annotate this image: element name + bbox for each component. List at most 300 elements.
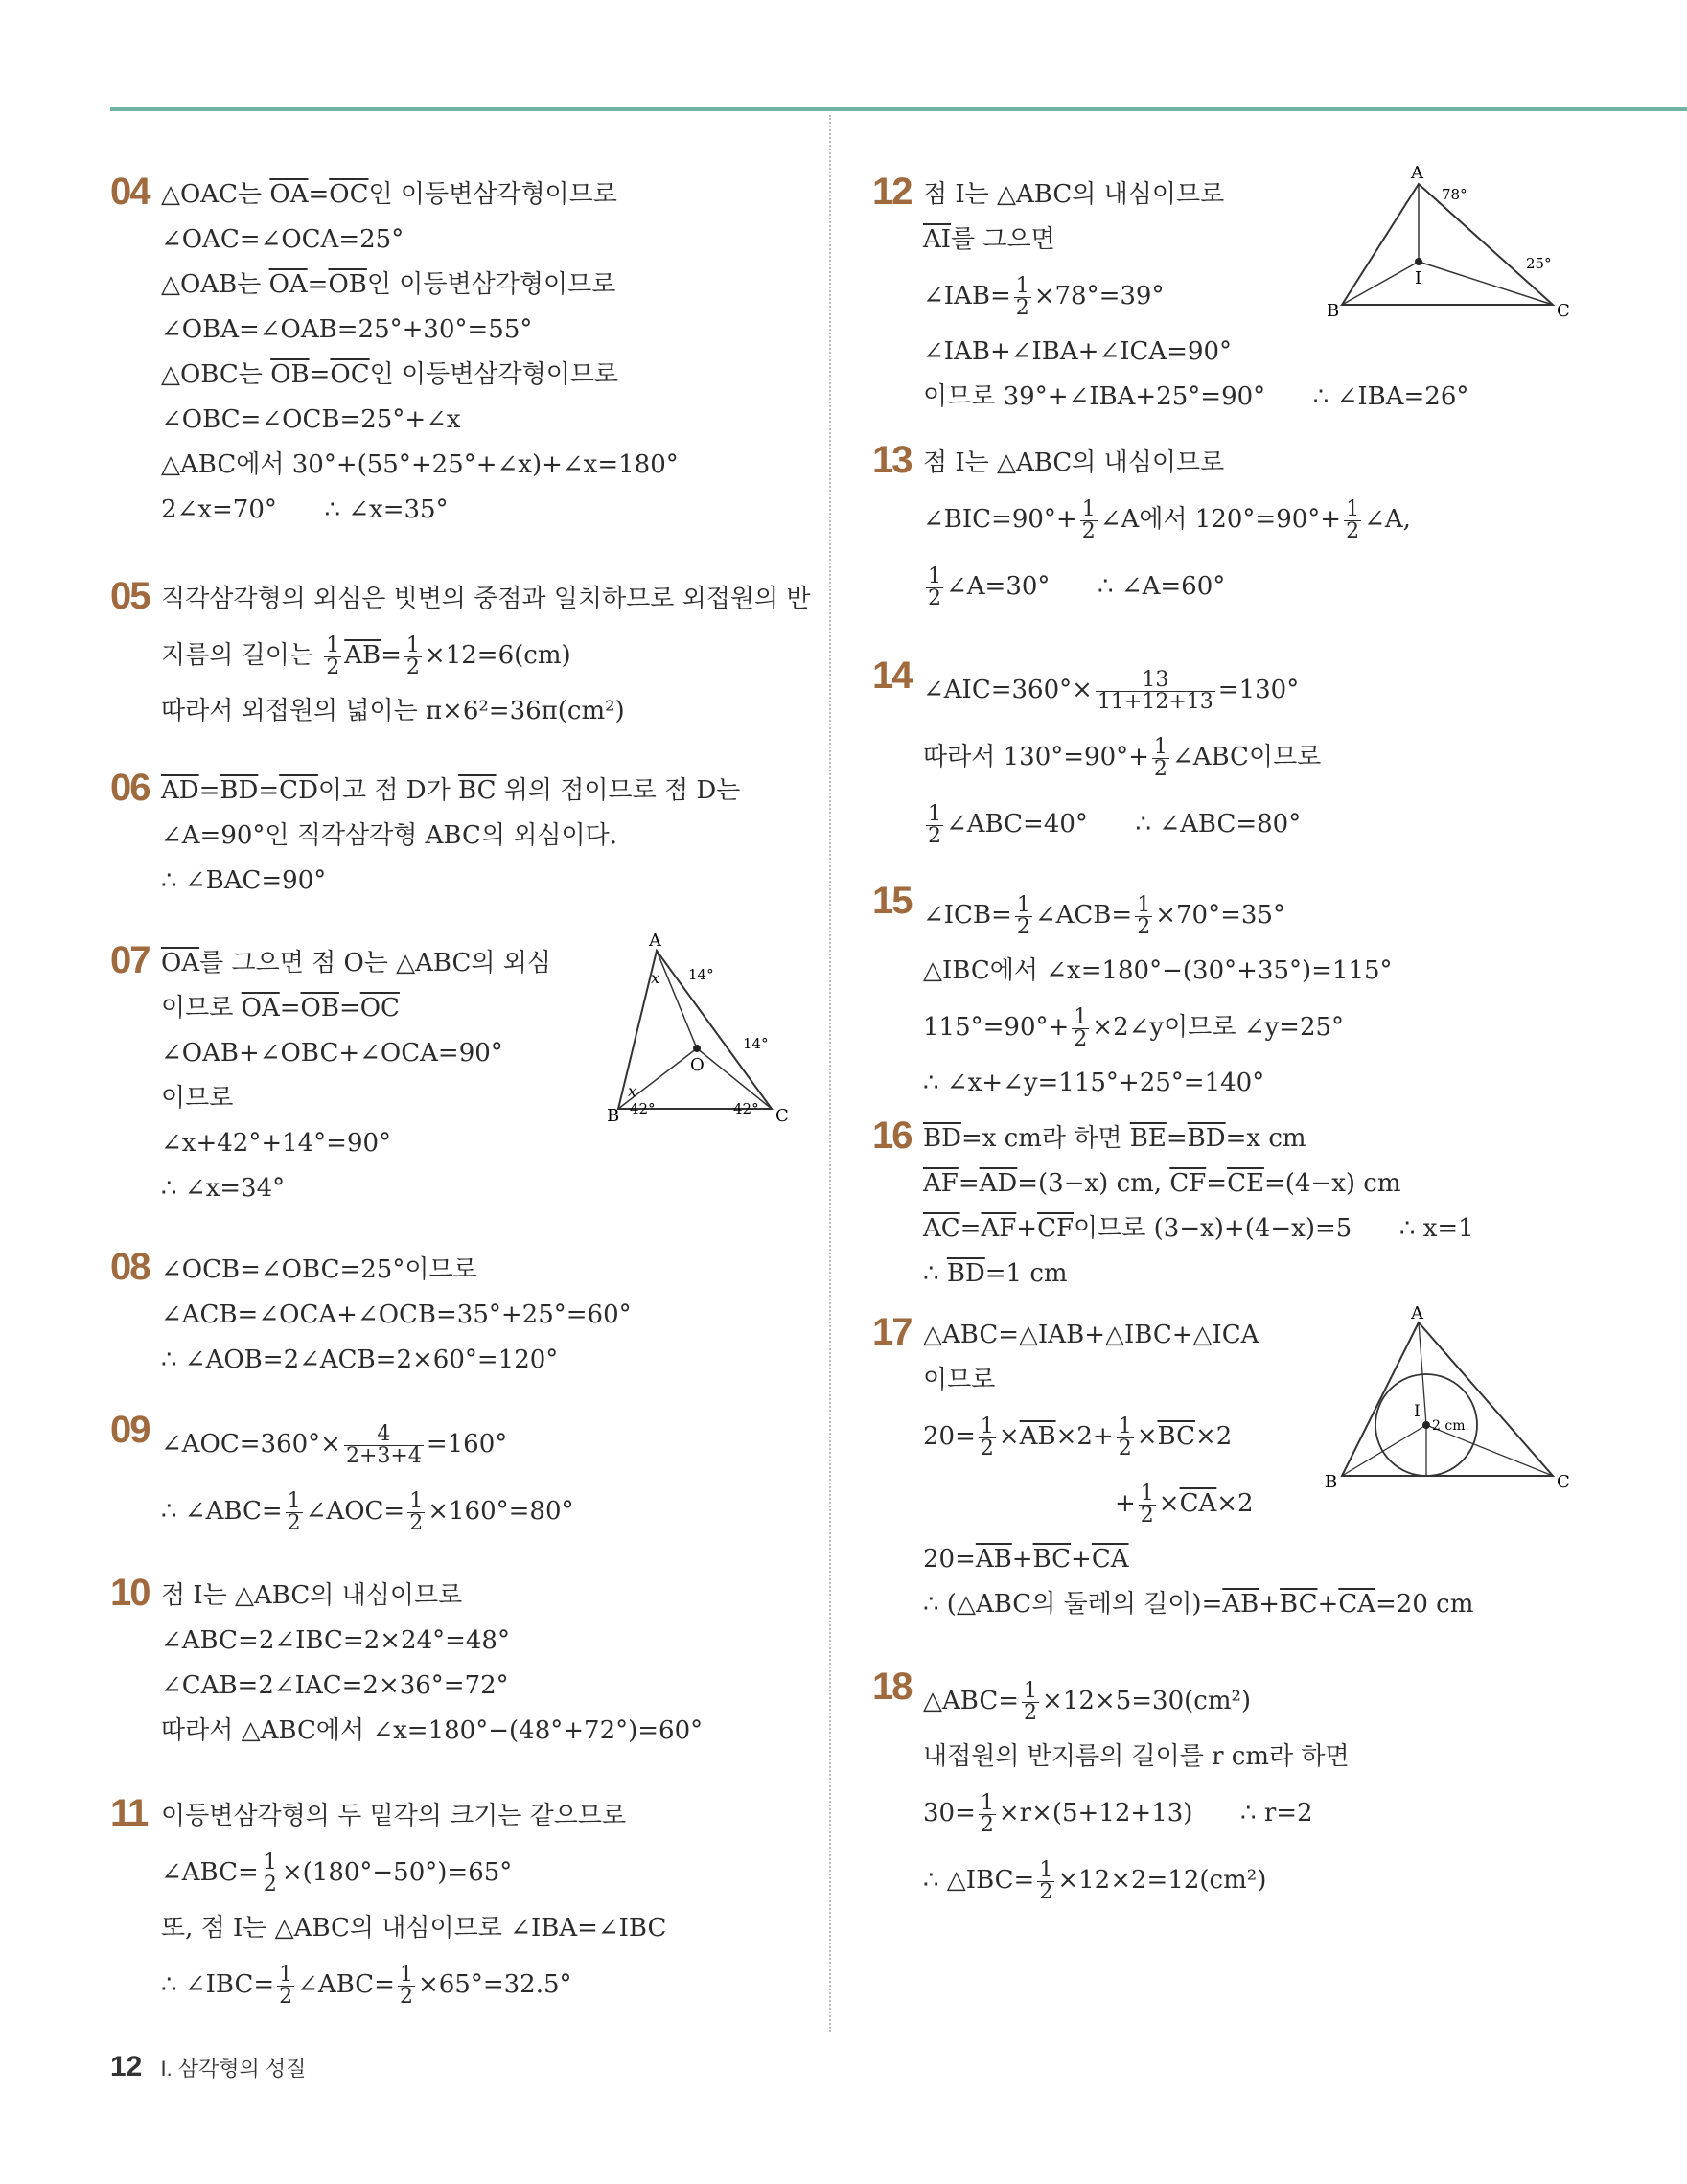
segment: $\overline{BC}$: [1280, 1590, 1318, 1619]
segment: $\overline{AB}$: [1019, 1422, 1056, 1451]
numerator: 4: [344, 1424, 424, 1446]
triangle-incircle-figure: [1323, 1303, 1572, 1495]
text: =x cm: [1225, 1124, 1306, 1153]
segment: $\overline{AD}$: [161, 776, 199, 805]
fraction: [324, 632, 341, 679]
numerator: 1: [399, 1962, 413, 1987]
text: =: [958, 1169, 980, 1198]
solution: [923, 1667, 1658, 1914]
segment: $\overline{BD}$: [923, 1124, 961, 1153]
solution-line: 따라서 외접원의 넓이는 π×6²=36π(cm²): [161, 697, 625, 725]
denominator: 2: [980, 1436, 994, 1460]
text: 위의 점이므로 점 D는: [496, 776, 741, 805]
text: ∠AOC=360°×: [161, 1430, 341, 1459]
segment: $\overline{AB}$: [1222, 1590, 1259, 1619]
fraction: [1014, 273, 1031, 320]
section-title: I. 삼각형의 성질: [160, 2057, 307, 2081]
radius-label: 2 cm: [1432, 1418, 1466, 1434]
fraction: [1015, 892, 1032, 939]
denominator: 2: [1016, 914, 1030, 939]
text: ∠ICB=: [923, 901, 1012, 930]
solution-line: ∠IAB+∠IBA+∠ICA=90°: [923, 337, 1233, 366]
fraction: [1344, 496, 1361, 543]
solution-line: [923, 486, 1658, 553]
text: ×12×2=12(cm²): [1057, 1866, 1267, 1895]
top-rule: [110, 107, 1687, 111]
denominator: 2: [1137, 914, 1151, 939]
solution-line: [923, 1537, 1658, 1582]
segment: $\overline{BC}$: [1032, 1545, 1072, 1574]
solution-line: ∴ ∠AOB=2∠ACB=2×60°=120°: [161, 1345, 559, 1374]
segment: $\overline{OC}$: [329, 180, 369, 209]
text: 따라서 130°=90°+: [923, 743, 1149, 771]
problem-11: [110, 1794, 800, 2024]
triangle-incenter-figure: [1323, 163, 1572, 326]
solution-line: [923, 656, 1658, 724]
numerator: 1: [263, 1850, 277, 1874]
text: +: [1317, 1590, 1339, 1619]
solution-line: [923, 1161, 1658, 1207]
problem-13: [872, 441, 1658, 656]
text: ×: [1136, 1422, 1158, 1451]
text: +: [1016, 1214, 1038, 1243]
solution-line: ∠x+42°+14°=90°: [161, 1129, 392, 1158]
numerator: 1: [1024, 1678, 1038, 1703]
text: 지름의 길이는: [161, 641, 322, 670]
problem-09: [110, 1411, 800, 1574]
problem-number: 14: [872, 655, 912, 697]
segment-bi: [1342, 262, 1422, 305]
text: =: [1166, 1124, 1188, 1153]
solution-line: 또, 점 I는 △ABC의 내심이므로 ∠IBA=∠IBC: [161, 1914, 667, 1943]
solution: [923, 441, 1658, 620]
text: ∠ABC이므로: [1171, 743, 1322, 771]
text: 이므로: [161, 994, 242, 1023]
text: 를 그으면: [951, 225, 1055, 254]
problem-number: 11: [110, 1792, 148, 1834]
angle-label: 42°: [630, 1100, 656, 1117]
problem-06: [110, 769, 800, 941]
solution-line: [161, 769, 800, 814]
solution-line: ∠ACB=∠OCA+∠OCB=35°+25°=60°: [161, 1300, 632, 1329]
solution-line: [923, 724, 1658, 791]
label-x: x: [651, 969, 660, 987]
numerator: 1: [279, 1962, 293, 1987]
problem-number: 10: [110, 1572, 150, 1614]
denominator: 2: [409, 1510, 424, 1535]
segment: $\overline{BD}$: [1187, 1124, 1226, 1153]
solution: [161, 1794, 800, 2018]
solution-line: [161, 1839, 800, 1906]
problem-04: [110, 172, 800, 577]
denominator: 2: [1081, 518, 1096, 543]
segment: $\overline{CA}$: [1179, 1489, 1217, 1518]
text: =: [338, 994, 360, 1023]
numerator: 1: [405, 632, 420, 657]
solution-line: ∠OCB=∠OBC=25°이므로: [161, 1255, 477, 1284]
solution: [923, 1116, 1658, 1297]
fraction: [286, 1488, 303, 1535]
numerator: 1: [928, 801, 941, 826]
segment: $\overline{AB}$: [344, 641, 381, 670]
denominator: 2: [1024, 1700, 1038, 1725]
angle-label: 14°: [688, 966, 714, 983]
problem-number: 13: [872, 439, 912, 481]
segment: $\overline{AF}$: [923, 1169, 959, 1198]
denominator: 2: [1039, 1879, 1053, 1904]
solution-line: ∠A=90°인 직각삼각형 ABC의 외심이다.: [161, 821, 618, 850]
text: 를 그으면 점 O는 △ABC의 외심: [199, 949, 552, 977]
solution-line: 내접원의 반지름의 길이를 r cm라 하면: [923, 1742, 1350, 1771]
solution-line: [161, 172, 800, 218]
text: ∴ ∠IBC=: [161, 1970, 275, 1999]
solution-line: [923, 1582, 1658, 1627]
text: ×12=6(cm): [424, 641, 571, 670]
text: ×r×(5+12+13) ∴ r=2: [998, 1799, 1313, 1828]
text: =: [198, 776, 220, 805]
segment: $\overline{AI}$: [923, 225, 952, 254]
segment: $\overline{AC}$: [923, 1214, 960, 1243]
segment: $\overline{AB}$: [975, 1545, 1012, 1574]
solution: [923, 656, 1658, 858]
solution-line: ∠OAC=∠OCA=25°: [161, 225, 404, 254]
text: ∴ ∠ABC=: [161, 1497, 283, 1526]
text: =(3−x) cm,: [1017, 1169, 1170, 1198]
text: =: [308, 180, 330, 209]
solution-line: △ABC=△IAB+△IBC+△ICA: [923, 1321, 1259, 1349]
angle-label: 25°: [1526, 255, 1552, 272]
text: △OBC는: [161, 360, 271, 389]
label-o: O: [690, 1055, 705, 1075]
numerator: 1: [1153, 734, 1167, 759]
solution: [161, 172, 800, 533]
text: ×12×5=30(cm²): [1042, 1687, 1252, 1715]
solution-line: [161, 353, 800, 398]
fraction: [979, 1416, 996, 1460]
text: ×: [1158, 1489, 1180, 1518]
solution-line: 점 I는 △ABC의 내심이므로: [923, 180, 1225, 209]
numerator: 1: [980, 1790, 994, 1815]
text: 30=: [923, 1799, 976, 1828]
denominator: 2: [1153, 756, 1167, 781]
fraction: [1152, 734, 1169, 781]
solution-line: 이므로 39°+∠IBA+25°=90° ∴ ∠IBA=26°: [923, 382, 1469, 411]
label-i: I: [1414, 1402, 1421, 1421]
label-c: C: [1557, 301, 1570, 321]
fraction: [1139, 1483, 1156, 1527]
solution-line: [923, 994, 1658, 1061]
numerator: 1: [1039, 1857, 1053, 1882]
angle-label: 78°: [1442, 186, 1467, 203]
text: ∠AOC=: [305, 1497, 405, 1526]
label-b: B: [607, 1106, 620, 1126]
solution-line: 점 I는 △ABC의 내심이므로: [161, 1581, 463, 1610]
solution-line: 이므로: [161, 1084, 234, 1113]
denominator: 2: [287, 1510, 301, 1535]
solution: [161, 1411, 800, 1545]
fraction: [1135, 892, 1152, 939]
numerator: 1: [1016, 892, 1030, 917]
solution-line: [923, 791, 1658, 858]
text: ∠BIC=90°+: [923, 505, 1077, 534]
text: ×: [998, 1422, 1020, 1451]
problem-number: 12: [872, 171, 912, 213]
text: ×2: [1216, 1489, 1254, 1518]
text: +: [1115, 1489, 1136, 1518]
solution-line: △IBC에서 ∠x=180°−(30°+35°)=115°: [923, 956, 1393, 985]
text: △OAB는: [161, 270, 269, 299]
problem-07: [110, 931, 800, 1248]
problem-14: [872, 656, 1658, 882]
text: 이므로 (3−x)+(4−x)=5 ∴ x=1: [1074, 1214, 1474, 1243]
text: +: [1259, 1590, 1281, 1619]
problem-12: [872, 163, 1658, 441]
denominator: 2: [1140, 1503, 1154, 1528]
denominator: 2: [1118, 1436, 1132, 1460]
text: +: [1071, 1545, 1092, 1574]
solution: [161, 769, 800, 904]
solution-line: [923, 1847, 1658, 1914]
problem-number: 09: [110, 1409, 150, 1451]
solution-line: 따라서 △ABC에서 ∠x=180°−(48°+72°)=60°: [161, 1716, 704, 1745]
text: ∴: [923, 1259, 947, 1288]
text: =(4−x) cm: [1263, 1169, 1401, 1198]
label-i: I: [1415, 268, 1422, 288]
denominator: 2: [980, 1812, 994, 1837]
numerator: 1: [1015, 273, 1029, 298]
text: =: [279, 994, 301, 1023]
text: =20 cm: [1375, 1590, 1474, 1619]
text: =: [309, 360, 331, 389]
denominator: 2+3+4: [345, 1443, 422, 1468]
segment: $\overline{OC}$: [330, 360, 370, 389]
numerator: 1: [1081, 496, 1096, 521]
segment: $\overline{OA}$: [241, 994, 280, 1023]
text: ∴ (△ABC의 둘레의 길이)=: [923, 1590, 1223, 1619]
text: =: [959, 1214, 982, 1243]
solution: [923, 882, 1658, 1106]
label-b: B: [1327, 301, 1340, 321]
denominator: 2: [1015, 295, 1029, 320]
text: ∠A에서 120°=90°+: [1099, 505, 1342, 534]
solution-line: ∴ ∠x=34°: [161, 1174, 286, 1203]
solution-line: [923, 1780, 1658, 1847]
text: ×2: [1194, 1422, 1233, 1451]
label-x: x: [628, 1082, 637, 1100]
problem-05: [110, 575, 811, 769]
text: +: [1011, 1545, 1033, 1574]
numerator: 1: [1346, 496, 1360, 521]
text: ∠ABC=: [297, 1970, 395, 1999]
segment: $\overline{BC}$: [458, 776, 497, 805]
text: =: [1206, 1169, 1228, 1198]
point-i: [1415, 258, 1422, 265]
text: =130°: [1217, 676, 1300, 704]
solution-line: ∠OAB+∠OBC+∠OCA=90°: [161, 1039, 503, 1068]
numerator: 1: [1140, 1481, 1154, 1506]
numerator: 1: [980, 1414, 994, 1438]
left-column: [110, 171, 811, 2024]
problem-number: 15: [872, 880, 912, 922]
segment: $\overline{CF}$: [1037, 1214, 1075, 1243]
text: =: [258, 776, 280, 805]
problem-18: [872, 1667, 1658, 1917]
fraction: [1080, 496, 1098, 543]
solution-line: ∠OBC=∠OCB=25°+∠x: [161, 405, 461, 434]
problem-number: 18: [872, 1666, 912, 1708]
denominator: 2: [1346, 518, 1360, 543]
label-c: C: [1557, 1472, 1570, 1492]
text: 이고 점 D가: [317, 776, 459, 805]
text: ×2+: [1055, 1422, 1114, 1451]
right-column: [872, 163, 1658, 1917]
solution: [161, 577, 811, 734]
numerator: 1: [1118, 1414, 1132, 1438]
numerator: 1: [1074, 1004, 1088, 1029]
denominator: 2: [928, 823, 941, 848]
denominator: 2: [326, 655, 340, 679]
label-a: A: [1411, 163, 1423, 183]
fraction: [262, 1852, 279, 1896]
solution-line: ∴ ∠x+∠y=115°+25°=140°: [923, 1069, 1265, 1097]
segment: $\overline{CF}$: [1169, 1169, 1207, 1198]
segment: $\overline{OB}$: [300, 994, 339, 1023]
text: =1 cm: [984, 1259, 1068, 1288]
solution: [161, 1248, 800, 1383]
text: 인 이등변삼각형이므로: [369, 360, 619, 389]
text: ∠ACB=: [1034, 901, 1133, 930]
solution-line: [161, 622, 800, 689]
problem-08: [110, 1248, 800, 1411]
text: =: [381, 641, 402, 670]
numerator: 13: [1096, 670, 1215, 692]
problem-16: [872, 1116, 1658, 1313]
solution-line: △ABC에서 30°+(55°+25°+∠x)+∠x=180°: [161, 450, 679, 479]
problem-10: [110, 1574, 800, 1794]
fraction: [277, 1962, 294, 2009]
solution-line: ∠CAB=2∠IAC=2×36°=72°: [161, 1671, 509, 1700]
text: ∴ △IBC=: [923, 1866, 1035, 1895]
fraction: [398, 1962, 415, 2009]
fraction: [1096, 667, 1215, 714]
denominator: 2: [279, 1984, 293, 2009]
fraction: [1117, 1416, 1134, 1460]
page-footer: [110, 2051, 306, 2083]
segment: $\overline{CA}$: [1091, 1545, 1129, 1574]
solution-line: [923, 1207, 1658, 1252]
text: ∠A,: [1364, 505, 1411, 534]
triangle-abc: [1342, 1322, 1553, 1476]
problem-17: [872, 1303, 1658, 1667]
denominator: 2: [1074, 1026, 1088, 1051]
point-i: [1422, 1421, 1430, 1429]
text: 20=: [923, 1545, 976, 1574]
text: △OAC는: [161, 180, 270, 209]
problem-number: 04: [110, 171, 150, 213]
fraction: [979, 1790, 996, 1837]
solution-line: ∴ ∠BAC=90°: [161, 866, 327, 895]
segment: $\overline{CE}$: [1227, 1169, 1264, 1198]
problem-number: 08: [110, 1246, 150, 1288]
denominator: 2: [928, 586, 941, 610]
fraction: [926, 563, 943, 610]
solution-line: [923, 553, 1658, 620]
solution-line: [923, 882, 1658, 949]
text: 인 이등변삼각형이므로: [366, 270, 616, 299]
solution-line: [923, 1116, 1658, 1161]
numerator: 1: [326, 632, 340, 657]
problem-15: [872, 882, 1658, 1116]
segment: $\overline{BD}$: [220, 776, 259, 805]
segment: $\overline{OB}$: [328, 270, 367, 299]
text: ∠ABC=40° ∴ ∠ABC=80°: [946, 810, 1302, 839]
label-a: A: [649, 931, 661, 951]
triangle-circumcenter-figure: [607, 931, 800, 1126]
segment: $\overline{AF}$: [981, 1214, 1017, 1243]
text: ×(180°−50°)=65°: [281, 1858, 513, 1887]
denominator: 2: [263, 1872, 277, 1897]
solution: [161, 1574, 800, 1754]
solution-line: 이므로: [923, 1366, 996, 1394]
problem-number: 05: [110, 575, 150, 617]
segment: $\overline{CD}$: [279, 776, 318, 805]
point-o: [693, 1045, 701, 1052]
page-number: 12: [110, 2051, 143, 2082]
problem-number: 06: [110, 767, 150, 809]
text: ×2∠y이므로 ∠y=25°: [1092, 1013, 1345, 1042]
text: =160°: [426, 1430, 508, 1459]
fraction: [1037, 1857, 1054, 1904]
text: △ABC=: [923, 1687, 1020, 1715]
solution-line: [161, 1411, 800, 1478]
solution-line: 직각삼각형의 외심은 빗변의 중점과 일치하므로 외접원의 반: [161, 585, 811, 613]
segment: $\overline{OB}$: [270, 360, 310, 389]
fraction: [1022, 1678, 1039, 1725]
text: ×78°=39°: [1033, 282, 1165, 310]
label-c: C: [775, 1106, 789, 1126]
angle-label: 14°: [743, 1035, 769, 1052]
denominator: 11+12+13: [1097, 689, 1213, 714]
text: 20=: [923, 1422, 976, 1451]
segment: $\overline{BD}$: [946, 1259, 985, 1288]
solution-line: ∠ABC=2∠IBC=2×24°=48°: [161, 1626, 510, 1655]
text: ∠A=30° ∴ ∠A=60°: [946, 572, 1226, 601]
fraction: [404, 632, 422, 679]
segment: $\overline{OA}$: [268, 270, 308, 299]
problem-number: 16: [872, 1115, 912, 1157]
numerator: 1: [1137, 892, 1151, 917]
text: ×65°=32.5°: [417, 1970, 572, 1999]
label-a: A: [1411, 1303, 1423, 1323]
segment: $\overline{AD}$: [979, 1169, 1018, 1198]
numerator: 1: [287, 1488, 301, 1513]
text: ∠AIC=360°×: [923, 676, 1093, 704]
fraction: [1072, 1004, 1089, 1051]
denominator: 2: [405, 655, 420, 679]
segment: $\overline{OA}$: [269, 180, 309, 209]
segment: $\overline{BE}$: [1129, 1124, 1167, 1153]
text: =: [307, 270, 329, 299]
segment: $\overline{OA}$: [161, 949, 200, 977]
solution-line: 2∠x=70° ∴ ∠x=35°: [161, 495, 449, 524]
solution-line: [161, 263, 800, 308]
label-b: B: [1325, 1472, 1338, 1492]
fraction: [926, 801, 943, 848]
segment: $\overline{OC}$: [359, 994, 400, 1023]
fraction: [407, 1488, 425, 1535]
angle-label: 42°: [733, 1100, 759, 1117]
text: ∠IAB=: [923, 282, 1011, 310]
